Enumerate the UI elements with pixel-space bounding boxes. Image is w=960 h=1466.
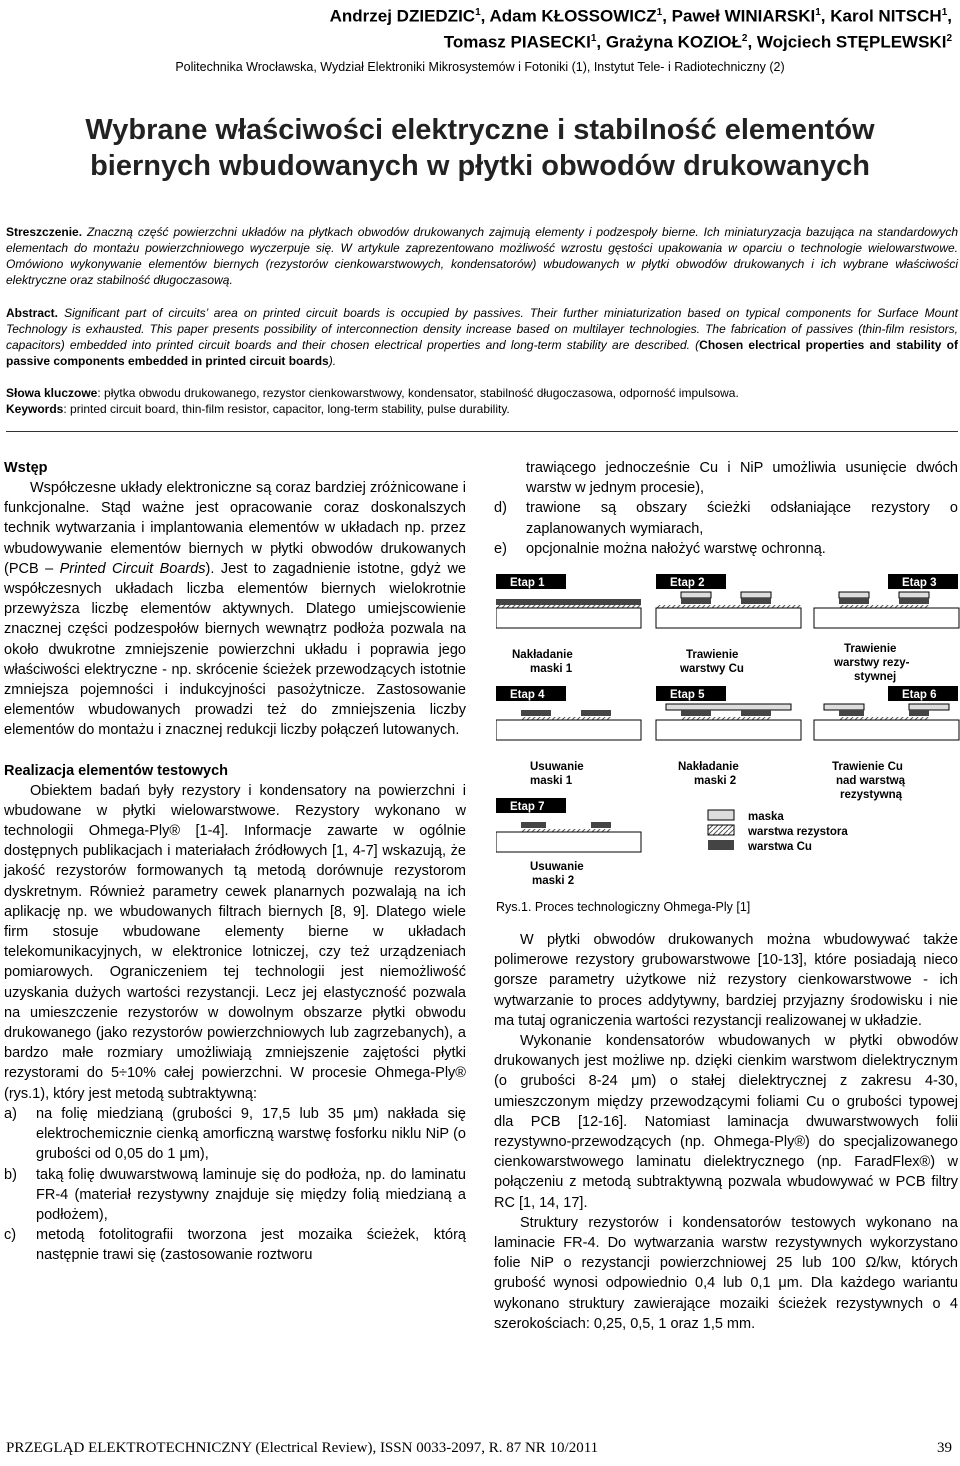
step-maski-2-label: maski 2 (694, 775, 737, 787)
affiliation: Politechnika Wrocławska, Wydział Elektroniki Mikrosystemów i Fotoniki (1), Instytut Tele- i Radiotechniczny (2) (175, 60, 785, 74)
etap-4-diagram (496, 686, 641, 787)
list-item: d) trawione są obszary ścieżki odsłaniające rezystory o zaplanowanych wymiarach, (494, 500, 958, 537)
figure-caption: Rys.1. Proces technologiczny Ohmega-Ply [1] (496, 900, 751, 914)
realization-paragraph: Obiektem badań były rezystory i kondensatory na powierzchni i wbudowane w płytki wielowarstwowe. Rezystory wykonano w technologii Ohmega-Ply® [1-4]. Informacje zawarte w ogólnie dostępnych publikacjach i materiałach źródłowych [1, 4-7] wskazują, że jakość rezystorów formowanych tą metodą dorównuje rezystorom dyskretnym. Również parametry cewek planarnych pozwalają na ich aplikację np. we wbudowanych filtrach biernych [8, 9]. Dlatego wiele firm stosuje wbudowane elementy bierne w układach telekomunikacyjnych, w elektronice lotniczej, czy też urządzeniach pomiarowych. Ograniczeniem tej technologii jest niemożliwość uzyskania dużych wartości rezystancji. Lecz jej elastyczność pozwala na umieszczenie rezystorów w dowolnym obszarze płytki obwodu drukowanego (jako rezystorów powierzchniowych lub zagrzebanych), a bardzo małe rozmiary umożliwiają zmniejszenie zajętości płytki rezystorami do 5÷10% całej powierzchni. W procesie Ohmega-Ply® (rys.1), który jest metodą subtraktywną: (4, 782, 466, 1102)
step-nakladanie-label: Nakładanie (512, 649, 573, 661)
process-figure (496, 574, 960, 894)
keywords (6, 385, 958, 417)
step-maski-1-label: maski 1 (530, 663, 573, 675)
etap-6-label: Etap 6 (902, 689, 937, 701)
list-item-continuation: trawiącego jednocześnie Cu i NiP umożliwia usunięcie dwóch warstw w jednym procesie), (526, 460, 958, 497)
step-stywnej-label: stywnej (854, 671, 897, 683)
step-usuwanie-label: Usuwanie (530, 761, 584, 773)
step-rezystywna-label: rezystywną (840, 789, 903, 801)
section-heading-intro: Wstęp (4, 460, 48, 476)
etap-3-diagram (814, 574, 959, 683)
paper-title: Wybrane właściwości elektryczne i stabilność elementów biernych wbudowanych w płytki obwodów drukowanych (85, 114, 875, 182)
etap-5-label: Etap 5 (670, 689, 705, 701)
section-heading-realization: Realizacja elementów testowych (4, 762, 229, 779)
page-number: 39 (937, 1440, 952, 1456)
step-nad-warstwa-label: nad warstwą (836, 775, 906, 787)
right-column-top (494, 458, 958, 559)
step-nakladanie-label: Nakładanie (678, 761, 739, 773)
figure-legend (708, 810, 848, 853)
left-column (4, 458, 466, 1266)
keywords-pl: Słowa kluczowe: płytka obwodu drukowanego, rezystor cienkowarstwowy, kondensator, stabilność długoczasowa, odporność impulsowa. (6, 386, 739, 400)
right-column-bottom (494, 930, 958, 1334)
step-maski-2-label: maski 2 (532, 875, 575, 887)
etap-6-diagram (814, 686, 959, 801)
etap-2-label: Etap 2 (670, 577, 705, 589)
list-item: b) taką folię dwuwarstwową laminuje się do podłoża, np. do laminatu FR-4 (materiał rezystywny znajduje się między folią miedzianą a podłożem), (4, 1166, 466, 1223)
abstract: Abstract. Significant part of circuits’ area on printed circuit boards is occupied by passives. Their further miniaturization based on typical components for Surface Mount Technology is exhausted. This paper presents possibility of interconnection density increase based on multilayer technologies. The fabrication of passives (thin-film resistors, capacitors) embedded into printed circuit boards and their chosen electrical properties and long-term stability are described. (Chosen electrical properties and stability of passive components embedded in printed circuit boards). (6, 306, 958, 368)
authors-line-2: Tomasz PIASECKI$^1$, Grażyna KOZIOŁ$^2$, Wojciech STĘPLEWSKI$^2$ (443, 32, 952, 52)
paragraph: Wykonanie kondensatorów wbudowanych w płytki obwodów drukowanych jest możliwe np. dzięki cienkim warstwom dielektrycznym (o grubości 8-24 μm) o stałej dielektrycznej z zakresu 4-30, umieszczonym między przewodzącymi foliami Cu o grubości typowej dla PCB [12-16]. Natomiast laminacja dwuwarstwowych folii rezystywno-przewodzących (np. Ohmega-Ply®) do specjalizowanego cienkowarstwowego laminatu dielektrycznego (np. FaradFlex®) w połączeniu z metodą subtraktywną pozwala wbudowywać w PCB filtry RC [1, 14, 17]. (494, 1033, 958, 1211)
paragraph: W płytki obwodów drukowanych można wbudowywać także polimerowe rezystory grubowarstwowe [10-13], które posiadają nieco gorsze parametry użytkowe niż rezystory cienkowarstwowe - ich wytwarzanie to proces addytywny, bardziej przyjazny środowisku i nie ma tutaj ograniczenia wartości rezystancji realizowanej w układzie. (494, 932, 958, 1029)
step-maski-1-label: maski 1 (530, 775, 573, 787)
step-trawienie-label: Trawienie (686, 649, 739, 661)
authors (12, 2, 952, 53)
intro-paragraph: Współczesne układy elektroniczne są coraz bardziej zróżnicowane i funkcjonalne. Stąd ważne jest opracowanie coraz doskonalszych technik wytwarzania i implantowania elementów w układach np. przez wbudowywanie elementów biernych w płytki obwodów drukowanych (PCB – Printed Circuit Boards). Jest to zagadnienie istotne, gdyż we współczesnych układach liczba elementów biernych wielokrotnie przewyższa liczbę elementów aktywnych. Dlatego umiejscowienie znacznej części podzespołów biernych wewnątrz podłoża pozwala na około dwukrotne zmniejszenie powierzchni układu i poprawia jego właściwości elektryczne - np. skrócenie ścieżek przewodzących istotnie zmniejsza pojemności i indukcyjności pasożytnicze. Zastosowanie elementów wbudowanych prowadzi też do zmniejszenia liczby elementów do montażu i znacznej redukcji liczby połączeń lutowanych. (4, 480, 466, 739)
journal-citation: PRZEGLĄD ELEKTROTECHNICZNY (Electrical Review), ISSN 0033-2097, R. 87 NR 10/2011 (6, 1440, 599, 1456)
etap-4-label: Etap 4 (510, 689, 545, 701)
step-trawienie-label: Trawienie (844, 643, 897, 655)
step-trawienie-cu-label: Trawienie Cu (832, 761, 903, 773)
header-divider (6, 431, 958, 432)
paragraph: Struktury rezystorów i kondensatorów testowych wykonano na laminacie FR-4. Do wytwarzania warstw rezystywnych wykorzystano folie NiP o rezystancji powierzchniowej 25 lub 100 Ω/kw, których grubość wynosi odpowiednio 0,4 lub 0,1 μm. Dla każdego wariantu wykonano struktury zawierające mozaiki ścieżek rezystywnych o 4 szerokościach: 0,25, 0,5, 1 oraz 1,5 mm. (494, 1214, 958, 1332)
step-usuwanie-label: Usuwanie (530, 861, 584, 873)
etap-2-diagram (656, 574, 801, 675)
etap-5-diagram (656, 686, 801, 787)
keywords-en: Keywords: printed circuit board, thin-film resistor, capacitor, long-term stability, pulse durability. (6, 402, 510, 416)
etap-7-label: Etap 7 (510, 801, 545, 813)
etap-1-label: Etap 1 (510, 577, 545, 589)
etap-7-diagram (496, 798, 641, 887)
step-warstwy-rezy-label: warstwy rezy- (834, 657, 910, 669)
list-item: a) na folię miedzianą (grubości 9, 17,5 lub 35 μm) nakłada się elektrochemicznie cienką amorficzną warstwę fosforku niklu NiP (o grubości od 0,05 do 1 μm), (4, 1105, 466, 1163)
page-footer (6, 1440, 952, 1457)
legend-cu-label: warstwa Cu (748, 841, 812, 853)
legend-resistor-label: warstwa rezystora (748, 826, 848, 838)
list-item: e) opcjonalnie można nałożyć warstwę ochronną. (494, 540, 826, 557)
streszczenie: Streszczenie. Znaczną część powierzchni układów na płytkach obwodów drukowanych zajmują elementy i podzespoły bierne. Ich miniaturyzacja bazująca na standardowych elementach do montażu powierzchniowego wyczerpuje się. W artykule zaprezentowano możliwość wzrostu gęstości upakowania w oparciu o technologie wielowarstwowe. Omówiono wykonywanie elementów biernych (rezystorów cienkowarstwowych, kondensatorów) wbudowanych w płytki obwodów drukowanych i ich wybrane właściwości elektryczne oraz stabilność długoczasową. (6, 225, 958, 287)
legend-mask-label: maska (748, 811, 784, 823)
etap-3-label: Etap 3 (902, 577, 937, 589)
etap-1-diagram (496, 574, 641, 675)
authors-line-1: Andrzej DZIEDZIC$^1$, Adam KŁOSSOWICZ$^1$, Paweł WINIARSKI$^1$, Karol NITSCH$^1$, (329, 6, 952, 26)
list-item: c) metodą fotolitografii tworzona jest mozaika ścieżek, którą następnie trawi się (zastosowanie roztworu (4, 1227, 466, 1264)
step-warstwy-cu-label: warstwy Cu (680, 663, 744, 675)
